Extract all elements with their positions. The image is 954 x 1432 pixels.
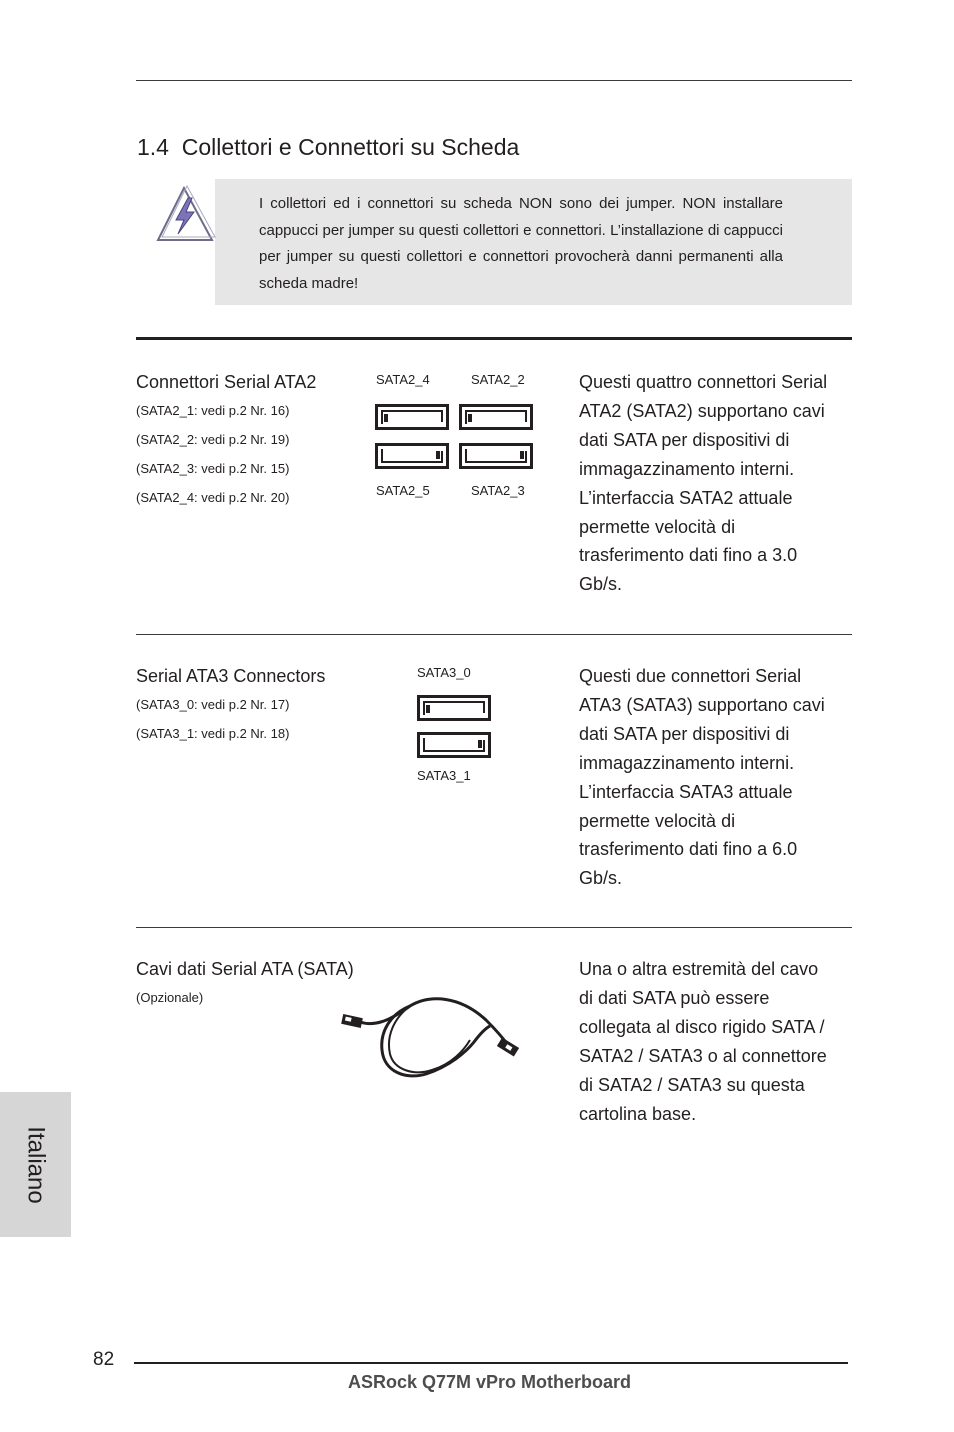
sata2-desc-line: L’interfaccia SATA2 attuale [579,487,793,508]
section-divider [136,927,852,928]
sata3-label-bottom: SATA3_1 [417,768,471,783]
sata2-desc-line: immagazzinamento interni. [579,458,795,479]
page-number: 82 [93,1349,115,1370]
sata2-2-connector [459,404,533,430]
sata3-0-connector [417,695,491,721]
section-title [137,134,519,161]
cable-desc-line: SATA2 / SATA3 o al connettore [579,1045,827,1066]
cable-desc-line: Una o altra estremità del cavo [579,959,819,979]
footer-rule [134,1362,848,1364]
sata2-desc-line: permette velocità di [579,516,736,537]
sata2-desc-line: Gb/s. [579,574,623,595]
sata3-desc-line: dati SATA per dispositivi di [579,723,790,744]
cable-desc-line: di dati SATA può essere [579,987,770,1008]
section-title-text: Collettori e Connettori su Scheda [181,134,520,160]
sata2-ref-1: (SATA2_1: vedi p.2 Nr. 16) [136,403,290,418]
sata3-title: Serial ATA3 Connectors [136,666,326,686]
sata2-ref-4: (SATA2_4: vedi p.2 Nr. 20) [136,490,290,505]
footer-product-name: ASRock Q77M vPro Motherboard [348,1372,632,1392]
sata3-description [579,662,849,893]
language-tab-label: Italiano [22,1125,50,1204]
sata3-desc-line: immagazzinamento interni. [579,752,795,773]
sata3-ref-2: (SATA3_1: vedi p.2 Nr. 18) [136,726,290,741]
sata2-label-top-right: SATA2_2 [471,372,525,387]
sata2-3-connector [459,443,533,469]
sata2-5-connector [375,443,449,469]
sata3-desc-line: L’interfaccia SATA3 attuale [579,781,793,802]
sata2-4-connector [375,404,449,430]
sata3-desc-line: permette velocità di [579,810,736,831]
sata2-ref-2: (SATA2_2: vedi p.2 Nr. 19) [136,432,290,447]
sata3-label-top: SATA3_0 [417,665,471,680]
cable-desc-line: cartolina base. [579,1103,697,1124]
sata3-1-connector [417,732,491,758]
cable-description [579,955,849,1128]
cable-desc-line: collegata al disco rigido SATA / [579,1016,825,1037]
warning-triangle-icon [154,184,216,244]
sata2-desc-line: dati SATA per dispositivi di [579,429,790,450]
sata2-description [579,368,849,599]
sata2-desc-line: Questi quattro connettori Serial [579,372,828,392]
cable-note: (Opzionale) [136,990,204,1005]
cable-title: Cavi dati Serial ATA (SATA) [136,959,354,979]
sata3-desc-line: Gb/s. [579,868,623,889]
section-divider-thick [136,337,852,340]
sata2-label-bottom-left: SATA2_5 [376,483,430,498]
section-divider [136,634,852,635]
sata3-desc-line: trasferimento dati fino a 6.0 [579,839,798,860]
sata2-desc-line: ATA2 (SATA2) supportano cavi [579,400,825,421]
top-rule [136,80,852,81]
sata3-ref-1: (SATA3_0: vedi p.2 Nr. 17) [136,697,290,712]
sata2-desc-line: trasferimento dati fino a 3.0 [579,545,798,566]
cable-desc-line: di SATA2 / SATA3 su questa [579,1074,805,1095]
sata2-label-top-left: SATA2_4 [376,372,430,387]
sata2-title: Connettori Serial ATA2 [136,372,317,392]
section-number: 1.4 [137,134,169,160]
sata-cable-image [338,992,528,1082]
sata3-desc-line: ATA3 (SATA3) supportano cavi [579,694,825,715]
sata3-desc-line: Questi due connettori Serial [579,666,802,686]
sata2-label-bottom-right: SATA2_3 [471,483,525,498]
language-tab-label-wrapper [0,1092,71,1237]
warning-text: I collettori ed i connettori su scheda NON sono dei jumper. NON installare cappucci per jumper su questi collettori e connettori. L’installazione di cappucci per jumper su questi collettori e connettori provocherà danni permanenti alla scheda madre! [259,195,783,292]
sata2-ref-3: (SATA2_3: vedi p.2 Nr. 15) [136,461,290,476]
